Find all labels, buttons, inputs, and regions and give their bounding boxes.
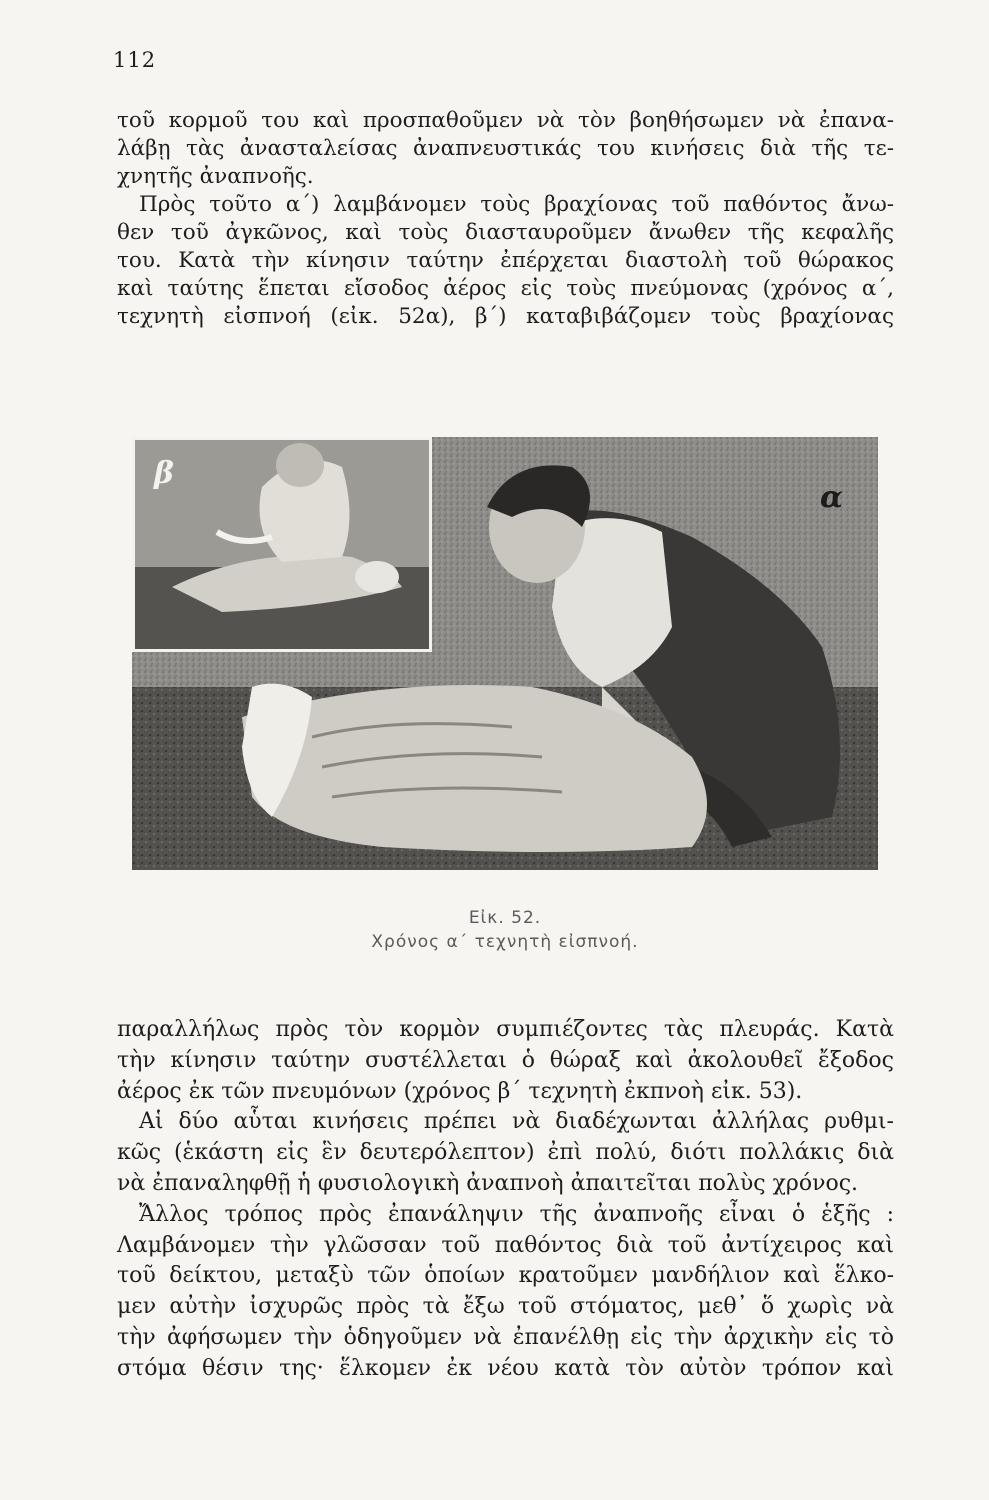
figure-52-photograph xyxy=(132,437,878,870)
inset-photo-b xyxy=(132,437,432,652)
text-line: Πρὸς τοῦτο α΄) λαμβάνομεν τοὺς βραχίονας τοῦ παθόντος ἄνω- xyxy=(139,192,894,217)
text-line: λάβῃ τὰς ἀνασταλείσας ἀναπνευστικάς του κινήσεις διὰ τῆς τε- xyxy=(117,136,894,161)
text-line: χνητῆς ἀναπνοῆς. xyxy=(117,164,314,189)
text-line: θεν τοῦ ἀγκῶνος, καὶ τοὺς διασταυροῦμεν ἄνωθεν τῆς κεφαλῆς xyxy=(117,220,894,245)
text-line: του. Κατὰ τὴν κίνησιν ταύτην ἐπέρχεται διαστολὴ τοῦ θώρακος xyxy=(117,248,894,273)
page-number: 112 xyxy=(113,48,157,72)
bottom-text-block xyxy=(117,1015,894,1385)
figure-caption-text: Χρόνος α΄ τεχνητὴ εἰσπνοή. xyxy=(371,932,639,952)
text-line: στόμα θέσιν της· ἕλκομεν ἐκ νέου κατὰ τὸν αὐτὸν τρόπον καὶ xyxy=(117,1355,894,1381)
inset-label: β xyxy=(154,456,174,491)
photo-illustration xyxy=(132,437,878,870)
text-line: τοῦ δείκτου, μεταξὺ τῶν ὁποίων κρατοῦμεν μανδήλιον καὶ ἕλκο- xyxy=(117,1263,894,1289)
text-line: κῶς (ἑκάστη εἰς ἓν δευτερόλεπτον) ἐπὶ πολύ, διότι πολλάκις διὰ xyxy=(117,1140,894,1166)
text-line: τοῦ κορμοῦ του καὶ προσπαθοῦμεν νὰ τὸν βοηθήσωμεν νὰ ἐπανα- xyxy=(117,108,894,133)
text-line: καὶ ταύτης ἕπεται εἴσοδος ἀέρος εἰς τοὺς πνεύμονας (χρόνος α΄, xyxy=(117,276,894,301)
text-line: τὴν ἀφήσωμεν τὴν ὁδηγοῦμεν νὰ ἐπανέλθῃ εἰς τὴν ἀρχικὴν εἰς τὸ xyxy=(117,1324,894,1350)
text-line: τὴν κίνησιν ταύτην συστέλλεται ὁ θώραξ καὶ ἀκολουθεῖ ἔξοδος xyxy=(117,1047,894,1073)
text-line: μεν αὐτὴν ἰσχυρῶς πρὸς τὰ ἔξω τοῦ στόματος, μεθ᾽ ὅ χωρὶς νὰ xyxy=(117,1294,894,1320)
text-line: ἀέρος ἐκ τῶν πνευμόνων (χρόνος β΄ τεχνητὴ ἐκπνοὴ εἰκ. 53). xyxy=(117,1078,803,1104)
text-line: τεχνητὴ εἰσπνοή (εἰκ. 52α), β΄) καταβιβάζομεν τοὺς βραχίονας xyxy=(117,304,894,329)
text-line: Ἄλλος τρόπος πρὸς ἐπανάληψιν τῆς ἀναπνοῆς εἶναι ὁ ἑξῆς : xyxy=(139,1201,894,1227)
text-line: παραλλήλως πρὸς τὸν κορμὸν συμπιέζοντες τὰς πλευράς. Κατὰ xyxy=(117,1017,894,1042)
text-line: Λαμβάνομεν τὴν γλῶσσαν τοῦ παθόντος διὰ τοῦ ἀντίχειρος καὶ xyxy=(117,1232,894,1258)
text-line: Αἱ δύο αὗται κινήσεις πρέπει νὰ διαδέχωνται ἀλλήλας ρυθμι- xyxy=(139,1109,894,1135)
text-line: νὰ ἐπαναληφθῇ ἡ φυσιολογικὴ ἀναπνοὴ ἀπαιτεῖται πολὺς χρόνος. xyxy=(117,1170,859,1196)
top-text-block xyxy=(117,107,894,331)
figure-caption-number: Εἰκ. 52. xyxy=(468,908,542,928)
main-label: α xyxy=(820,480,844,515)
